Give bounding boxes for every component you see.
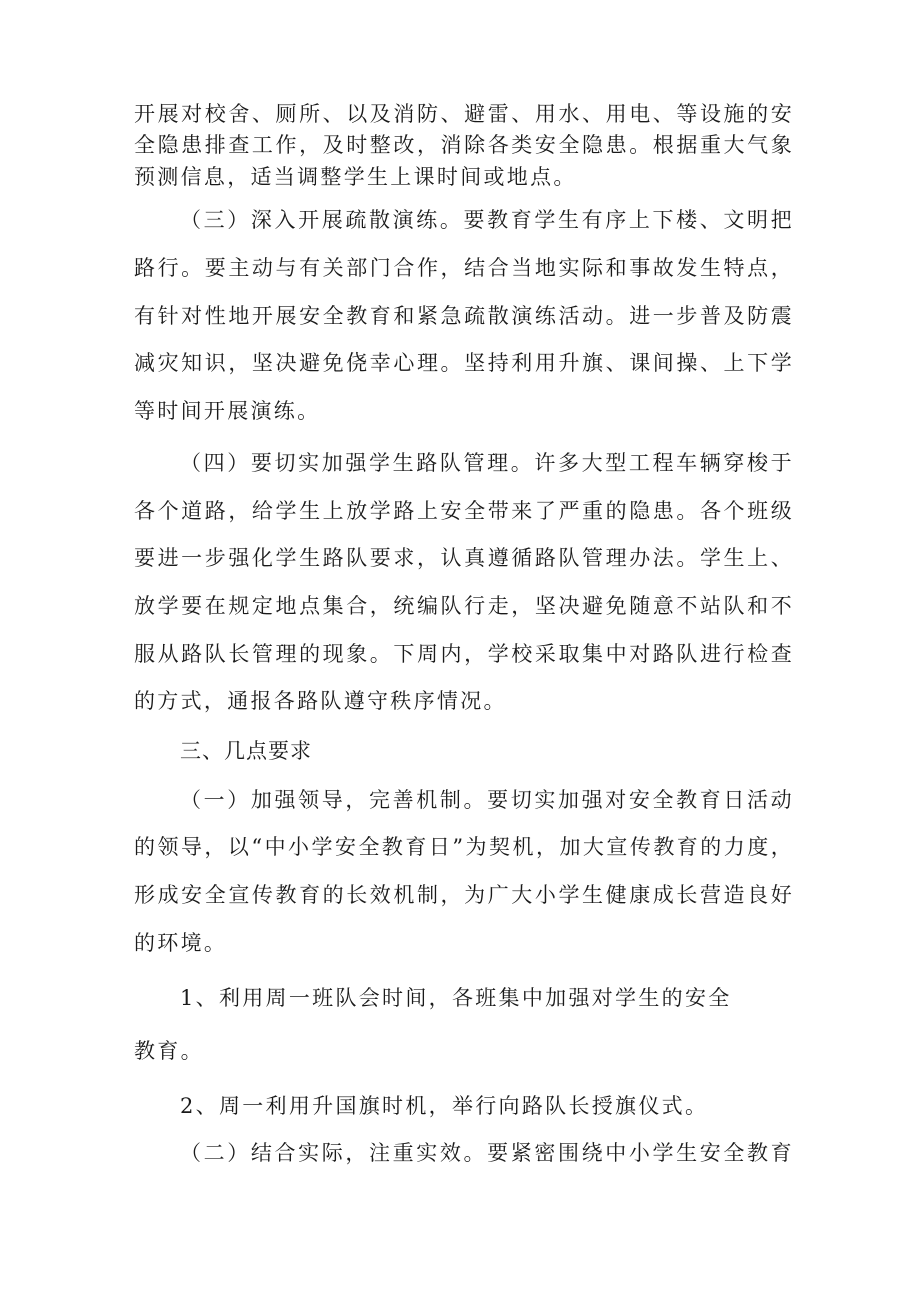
text-line: 放学要在规定地点集合，统编队行走，坚决避免随意不站队和不: [134, 594, 794, 618]
text-line: 形成安全宣传教育的长效机制，为广大小学生健康成长营造良好: [134, 883, 794, 907]
section-heading: 三、几点要求: [180, 739, 312, 763]
paragraph-first-line: （三）深入开展疏散演练。要教育学生有序上下楼、文明把: [180, 208, 794, 232]
paragraph-first-line: （二）结合实际，注重实效。要紧密围绕中小学生安全教育: [180, 1141, 794, 1165]
text-line: 服从路队长管理的现象。下周内，学校采取集中对路队进行检查: [134, 642, 794, 666]
list-item-2: 2、周一利用升国旗时机，举行向路队长授旗仪式。: [180, 1094, 709, 1118]
paragraph-first-line: （一）加强领导，完善机制。要切实加强对安全教育日活动: [180, 788, 794, 812]
text-line: 预测信息，适当调整学生上课时间或地点。: [134, 165, 577, 189]
text-line: 要进一步强化学生路队要求，认真遵循路队管理办法。学生上、: [134, 546, 794, 570]
text-line: 全隐患排查工作，及时整改，消除各类安全隐患。根据重大气象: [134, 133, 794, 157]
text-line: 减灾知识，坚决避免侥幸心理。坚持利用升旗、课间操、上下学: [134, 351, 794, 375]
text-line: 的环境。: [134, 931, 228, 955]
text-line: 等时间开展演练。: [134, 399, 321, 423]
list-item-1-continuation: 教育。: [134, 1039, 204, 1063]
paragraph-first-line: （四）要切实加强学生路队管理。许多大型工程车辆穿梭于: [180, 451, 794, 475]
text-line: 的方式，通报各路队遵守秩序情况。: [134, 689, 507, 713]
text-line: 开展对校舍、厕所、以及消防、避雷、用水、用电、等设施的安: [134, 102, 794, 126]
text-line: 路行。要主动与有关部门合作，结合当地实际和事故发生特点，: [134, 256, 794, 280]
list-item-1-first-line: 1、利用周一班队会时间，各班集中加强对学生的安全: [180, 986, 732, 1010]
text-line: 的领导，以“中小学安全教育日”为契机，加大宣传教育的力度，: [134, 835, 794, 859]
text-line: 各个道路，给学生上放学路上安全带来了严重的隐患。各个班级: [134, 499, 794, 523]
text-line: 有针对性地开展安全教育和紧急疏散演练活动。进一步普及防震: [134, 304, 794, 328]
